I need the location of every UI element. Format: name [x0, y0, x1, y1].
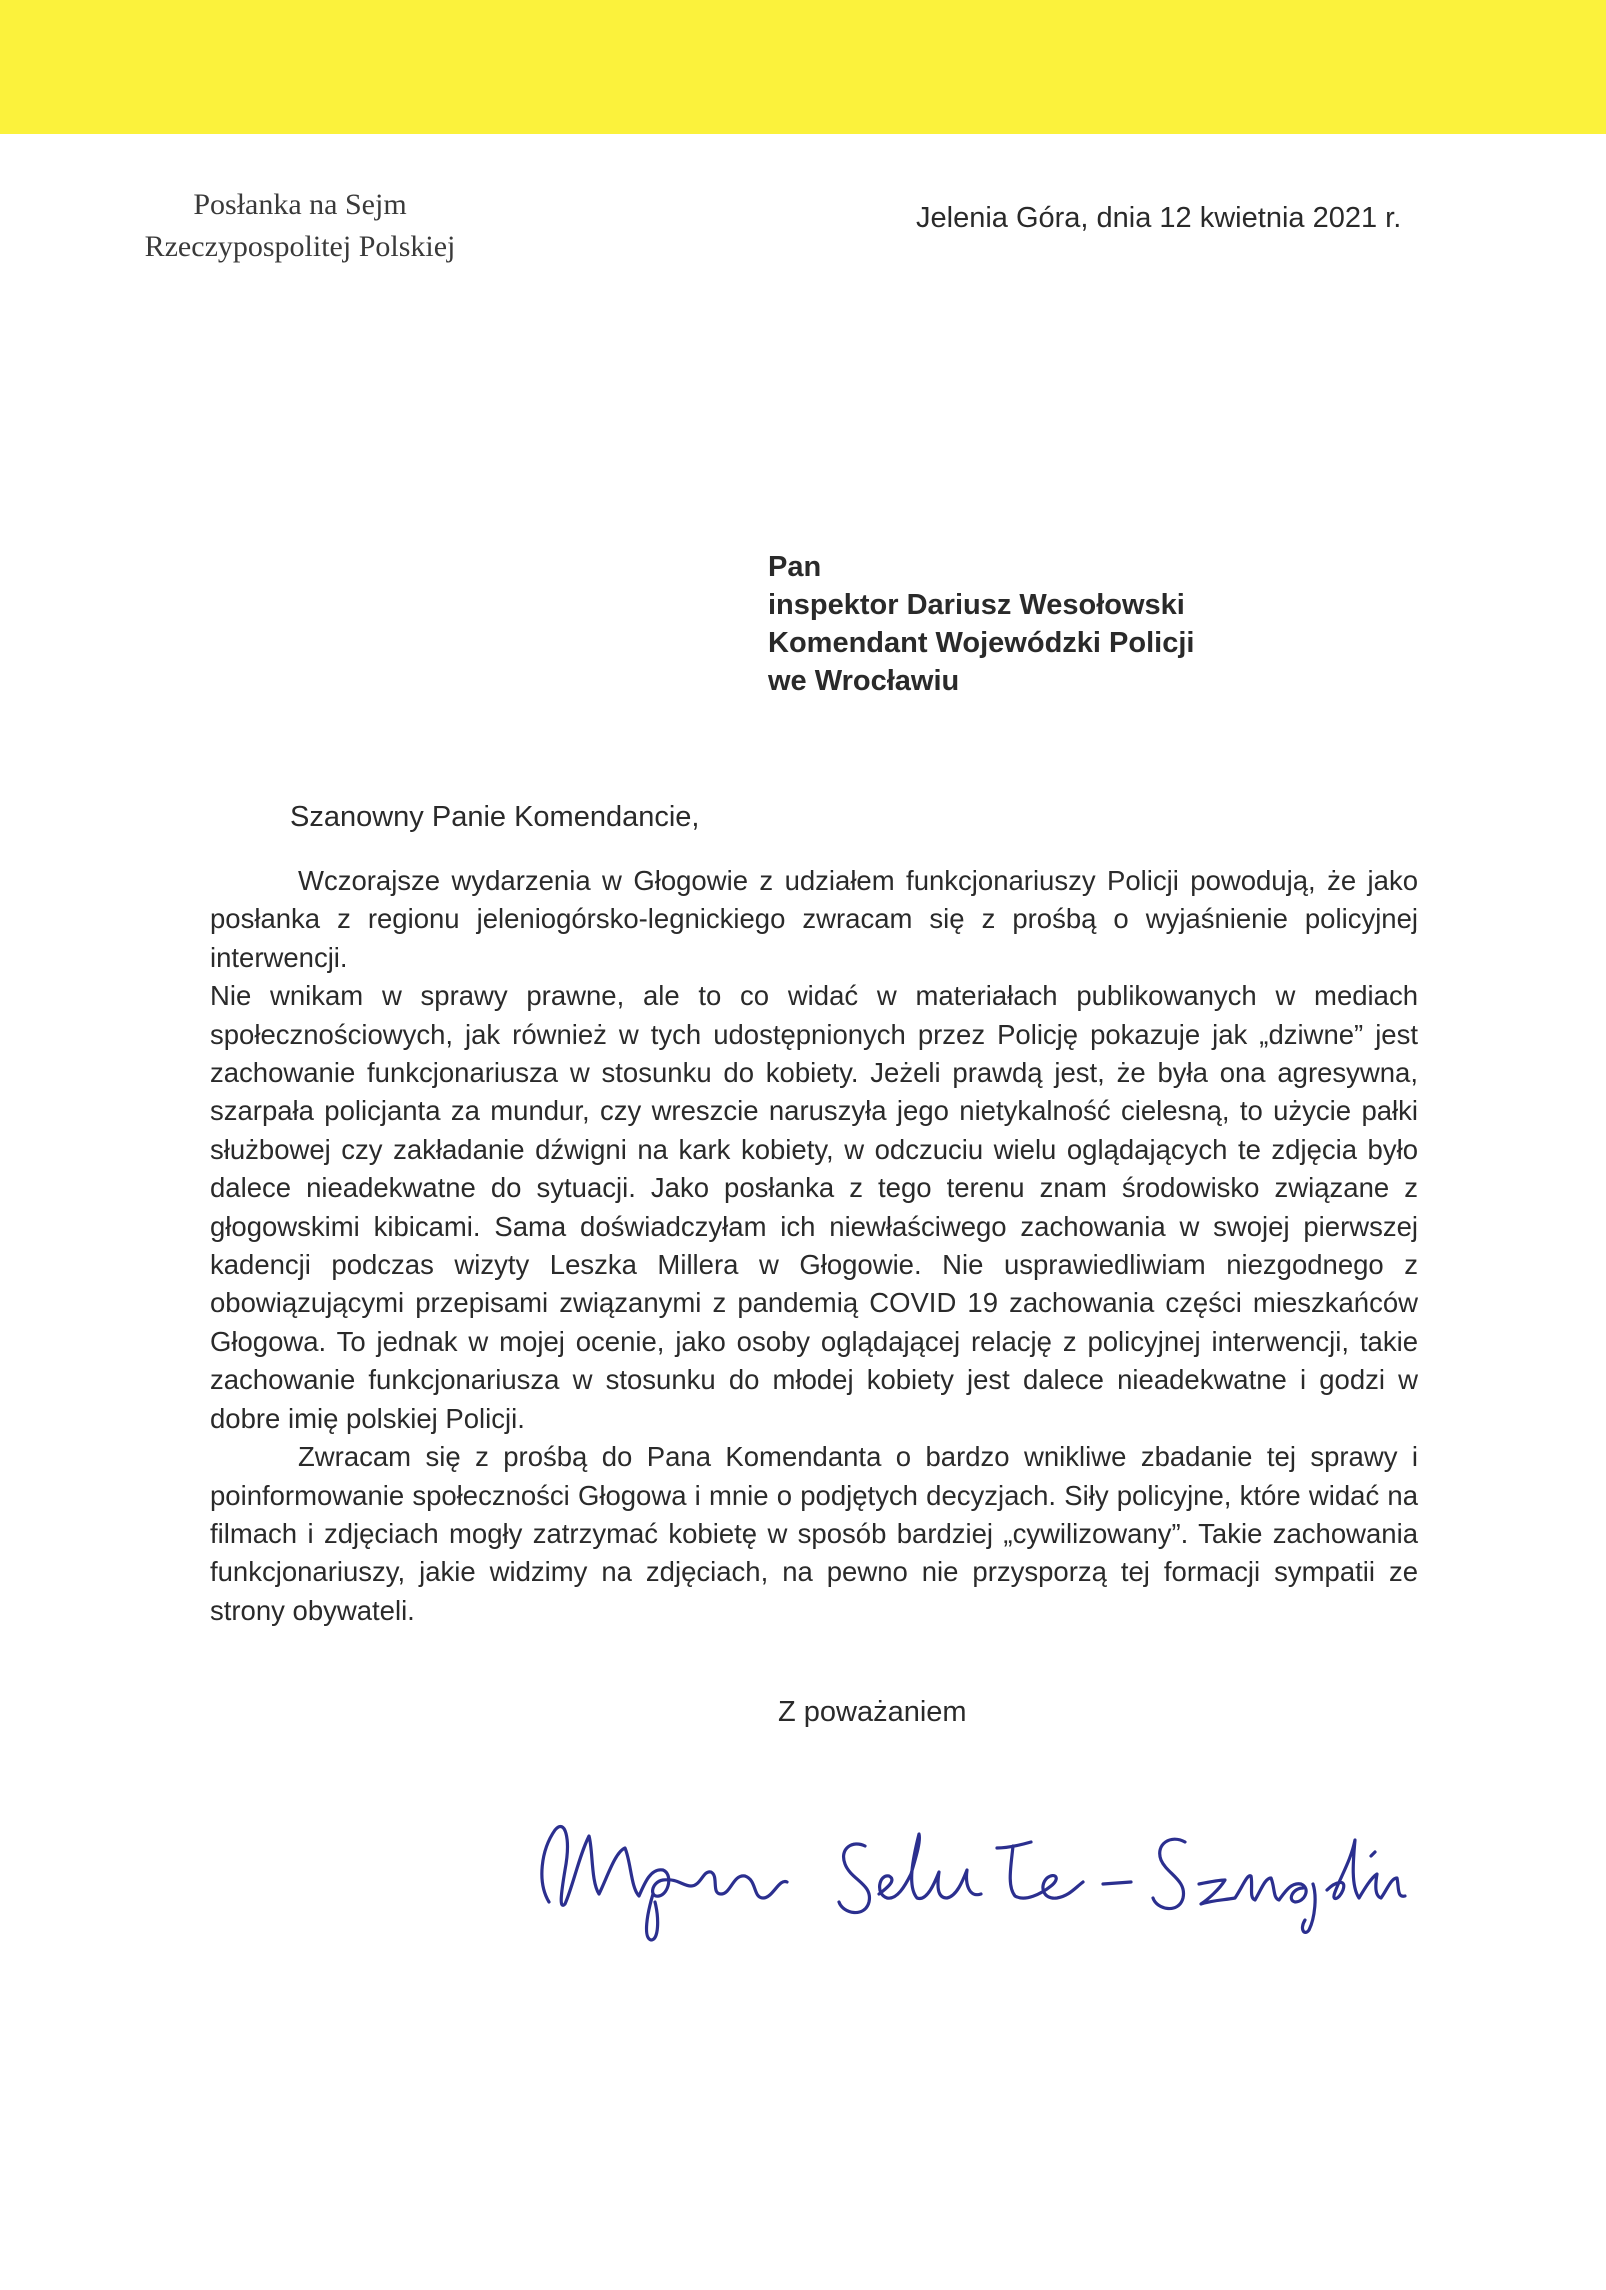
letter-body	[210, 862, 1418, 1630]
sender-line-2: Rzeczypospolitej Polskiej	[144, 230, 456, 263]
paragraph-3: Zwracam się z prośbą do Pana Komendanta o bardzo wnikliwe zbadanie tej sprawy i poinformowanie społeczności Głogowa i mnie o podjętych decyzjach. Siły policyjne, które widać na filmach i zdjęciach mogły zatrzymać kobietę w sposób bardziej „cywilizowany”. Takie zachowania funkcjonariuszy, jakie widzimy na zdjęciach, na pewno nie przysporzą tej formacji sympatii ze strony obywateli.	[210, 1441, 1418, 1626]
closing-phrase: Z poważaniem	[778, 1696, 967, 1728]
recipient-line-3: Komendant Wojewódzki Policji	[768, 627, 1195, 659]
recipient-block	[768, 548, 1194, 700]
recipient-line-4: we Wrocławiu	[768, 665, 960, 697]
recipient-line-1: Pan	[768, 551, 822, 583]
handwritten-signature	[535, 1790, 1415, 1950]
sender-line-1: Posłanka na Sejm	[193, 188, 407, 221]
paragraph-1: Wczorajsze wydarzenia w Głogowie z udziałem funkcjonariuszy Policji powodują, że jako posłanka z regionu jeleniogórsko-legnickiego zwracam się z prośbą o wyjaśnienie policyjnej interwencji.	[210, 865, 1418, 973]
letter-date: Jelenia Góra, dnia 12 kwietnia 2021 r.	[916, 202, 1402, 234]
paragraph-2: Nie wnikam w sprawy prawne, ale to co widać w materiałach publikowanych w mediach społecznościowych, jak również w tych udostępnionych przez Policję pokazuje jak „dziwne” jest zachowanie funkcjonariusza w stosunku do kobiety. Jeżeli prawdą jest, że była ona agresywna, szarpała policjanta za mundur, czy wreszcie naruszyła jego nietykalność cielesną, to użycie pałki służbowej czy zakładanie dźwigni na kark kobiety, w odczuciu wielu oglądających te zdjęcia było dalece nieadekwatne do sytuacji. Jako posłanka z tego terenu znam środowisko związane z głogowskimi kibicami. Sama doświadczyłam ich niewłaściwego zachowania w swojej pierwszej kadencji podczas wizyty Leszka Millera w Głogowie. Nie usprawiedliwiam niezgodnego z obowiązującymi przepisami związanymi z pandemią COVID 19 zachowania części mieszkańców Głogowa. To jednak w mojej ocenie, jako osoby oglądającej relację z policyjnej interwencji, takie zachowanie funkcjonariusza w stosunku do młodej kobiety jest dalece nieadekwatne i godzi w dobre imię polskiej Policji.	[210, 980, 1418, 1434]
salutation: Szanowny Panie Komendancie,	[290, 801, 700, 833]
yellow-letterhead-band	[0, 0, 1606, 134]
recipient-line-2: inspektor Dariusz Wesołowski	[768, 589, 1185, 621]
sender-block	[100, 184, 500, 268]
